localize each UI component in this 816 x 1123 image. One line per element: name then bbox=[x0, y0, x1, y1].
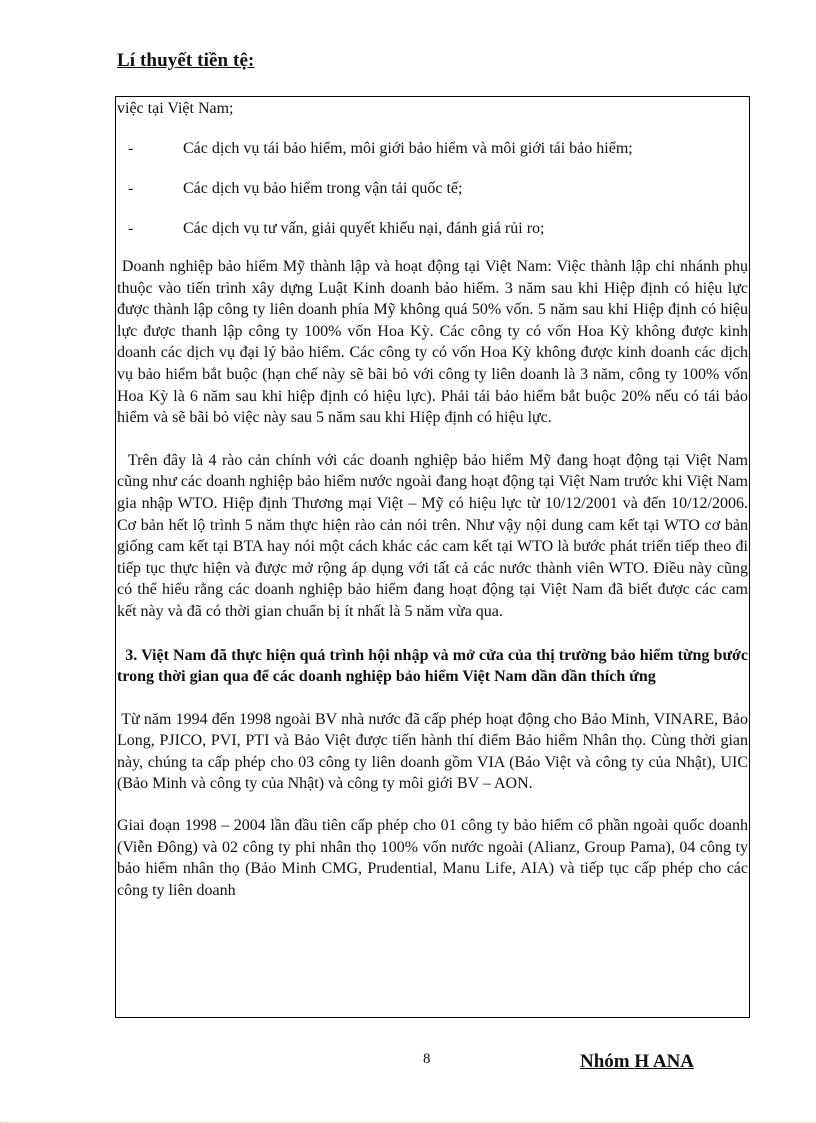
bullet-dash: - bbox=[128, 220, 134, 237]
bullet-item bbox=[117, 138, 748, 159]
group-name: Nhóm H ANA bbox=[580, 1051, 695, 1072]
section-heading-text: 3. Việt Nam đã thực hiện quá trình hội nhập và mở cửa của thị trường bảo hiểm từng bước trong thời gian qua để các doanh nghiệp bảo hiểm Việt Nam dần dần thích ứng bbox=[117, 646, 749, 686]
paragraph-text: Giai đoạn 1998 – 2004 lần đầu tiên cấp phép cho 01 công ty bảo hiểm cổ phần ngoài quốc doanh (Viễn Đông) và 02 công ty phi nhân thọ 100% vốn nước ngoài (Alianz, Group Pama), 04 công ty bảo hiểm nhân thọ (Bảo Minh CMG, Prudential, Manu Life, AIA) và tiếp tục cấp phép cho các công ty liên doanh bbox=[117, 817, 748, 899]
continued-line: việc tại Việt Nam; bbox=[117, 100, 234, 117]
page-title: Lí thuyết tiền tệ: bbox=[117, 50, 255, 71]
paragraph bbox=[117, 815, 748, 901]
content-box bbox=[115, 96, 750, 1018]
bullet-dash: - bbox=[128, 180, 134, 197]
section-heading bbox=[117, 645, 748, 688]
paragraph bbox=[117, 709, 748, 795]
bullet-text: Các dịch vụ bảo hiểm trong vận tải quốc tế; bbox=[183, 180, 463, 197]
bullet-item bbox=[117, 178, 748, 199]
page-number: 8 bbox=[423, 1051, 431, 1067]
paragraph bbox=[117, 450, 748, 623]
paragraph-text: Trên đây là 4 rào cản chính với các doanh nghiệp bảo hiểm Mỹ đang hoạt động tại Việt Nam cũng như các doanh nghiệp bảo hiểm nước ngoài đang hoạt động tại Việt Nam trước khi Việt Nam gia nhập WTO. Hiệp định Thương mại Việt – Mỹ có hiệu lực từ 10/12/2001 và đến 10/12/2006. Cơ bản hết lộ trình 5 năm thực hiện rào cản nói trên. Như vậy nội dung cam kết tại WTO cơ bản giống cam kết tại BTA hay nói một cách khác các cam kết tại WTO là bước phát triển tiếp theo đi tiếp tục thực hiện và được mở rộng áp dụng với tất cả các nước thành viên WTO. Điều này cũng có thể hiểu rằng các doanh nghiệp bảo hiểm đang hoạt động tại Việt Nam đã biết được các cam kết này và đã có thời gian chuẩn bị ít nhất là 5 năm vừa qua. bbox=[117, 451, 749, 620]
paragraph-text: Doanh nghiệp bảo hiểm Mỹ thành lập và hoạt động tại Việt Nam: Việc thành lập chi nhánh phụ thuộc vào tiến trình xây dựng Luật Kinh doanh bảo hiểm. 3 năm sau khi Hiệp định có hiệu lực được thành lập công ty liên doanh phía Mỹ không quá 50% vốn. 5 năm sau khi Hiệp định có hiệu lực được thanh lập công ty 100% vốn Hoa Kỳ. Các công ty có vốn Hoa Kỳ không được kinh doanh các dịch vụ đại lý bảo hiểm. Các công ty có vốn Hoa Kỳ không được kinh doanh các dịch vụ bảo hiểm bắt buộc (hạn chế này sẽ bãi bỏ với công ty liên doanh là 3 năm, công ty 100% vốn Hoa Kỳ là 6 năm sau khi hiệp định có hiệu lực). Phải tái bảo hiểm bắt buộc 20% nếu có tái bảo hiểm và sẽ bãi bỏ việc này sau 5 năm sau khi Hiệp định có hiệu lực. bbox=[117, 258, 749, 427]
bullet-dash: - bbox=[128, 140, 134, 157]
paragraph-text: Từ năm 1994 đến 1998 ngoài BV nhà nước đã cấp phép hoạt động cho Bảo Minh, VINARE, Bảo Long, PJICO, PVI, PTI và Bảo Việt được tiến hành thí điểm Bảo hiểm Nhân thọ. Cùng thời gian này, chúng ta cấp phép cho 03 công ty liên doanh gồm VIA (Bảo Việt và công ty của Nhật), UIC (Bảo Minh và công ty của Nhật) và công ty môi giới BV – AON. bbox=[117, 710, 749, 793]
bullet-item bbox=[117, 218, 748, 239]
paragraph bbox=[117, 256, 748, 429]
bullet-text: Các dịch vụ tư vấn, giải quyết khiếu nại, đánh giá rủi ro; bbox=[183, 220, 545, 237]
bullet-text: Các dịch vụ tái bảo hiểm, môi giới bảo hiểm và môi giới tái bảo hiểm; bbox=[183, 140, 633, 157]
